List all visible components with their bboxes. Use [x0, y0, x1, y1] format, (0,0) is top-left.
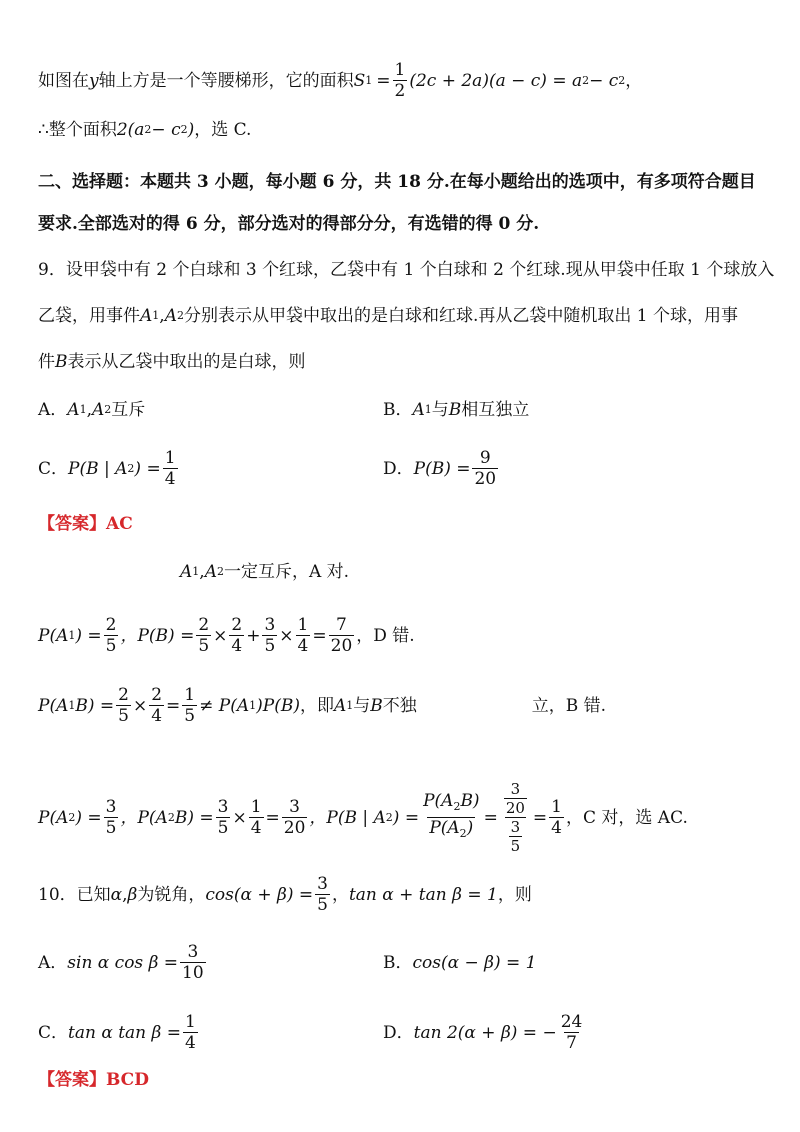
sup: 2: [582, 73, 590, 87]
expr: − c: [151, 120, 181, 140]
plus: +: [246, 625, 261, 646]
text: ，C 对，选 AC.: [565, 807, 688, 828]
option-d: [383, 448, 500, 489]
den: 2: [394, 81, 406, 101]
comma: ,: [122, 884, 128, 905]
sub: 2: [68, 810, 76, 824]
text: 如图在: [38, 70, 89, 91]
fraction: [163, 448, 178, 489]
den: 5: [217, 818, 229, 838]
expr: sin α cos β =: [67, 952, 179, 973]
fraction: [329, 615, 355, 656]
var-a: A: [333, 695, 347, 716]
q10-options-ab: [38, 942, 537, 983]
var-beta: β: [127, 884, 138, 905]
sol9-line2: [38, 615, 415, 656]
var-b: B: [370, 695, 383, 716]
var-y: y: [89, 70, 99, 91]
num: 3: [317, 874, 328, 894]
expr: ) =: [392, 807, 420, 828]
text: ，D 错.: [356, 625, 415, 646]
expr: cos(α − β) = 1: [412, 952, 537, 973]
complex-fraction: [500, 780, 531, 855]
expr: B): [460, 791, 480, 811]
sub: 1: [68, 628, 76, 642]
sub: 2: [167, 810, 175, 824]
option-d: [383, 1012, 586, 1053]
text: ，: [625, 70, 643, 91]
num: 3: [510, 780, 521, 798]
q9-line3: [38, 350, 306, 374]
fraction: [104, 797, 119, 838]
num: 7: [336, 615, 347, 635]
num: 1: [551, 797, 562, 817]
den: 5: [105, 818, 117, 838]
expr: ，P(B | A: [309, 807, 386, 828]
option-d-label: D．: [383, 458, 414, 479]
q10-options-cd: [38, 1012, 583, 1053]
expr: tan α tan β =: [68, 1022, 182, 1043]
var-b: B: [448, 400, 462, 420]
num: [500, 780, 531, 817]
expr: 2(a: [116, 120, 145, 140]
den: 4: [551, 818, 562, 838]
den: 10: [182, 963, 204, 983]
q9-line2: [38, 304, 738, 328]
den: 4: [297, 636, 309, 656]
den: 4: [185, 1033, 196, 1053]
sub: 1: [68, 698, 76, 712]
fraction: [504, 780, 527, 817]
var-alpha: α: [110, 884, 123, 905]
text: 10．已知: [38, 884, 111, 905]
sub: 2: [216, 565, 224, 578]
expr: B) =: [174, 807, 214, 828]
times: ×: [213, 625, 228, 646]
fraction: [229, 615, 244, 656]
expr: P(A: [38, 625, 69, 646]
expr: ，P(A: [120, 807, 168, 828]
num: 3: [105, 797, 117, 817]
var-a: A: [180, 562, 193, 582]
num: 1: [250, 797, 262, 817]
fraction: [262, 615, 277, 656]
num: 2: [198, 615, 210, 635]
fraction: [182, 685, 197, 726]
text: ，即: [299, 695, 334, 716]
den: 20: [330, 636, 353, 656]
num: 1: [164, 448, 176, 468]
den: 5: [118, 706, 129, 726]
num: 1: [297, 615, 309, 635]
fraction: [559, 1012, 585, 1053]
var-a: A: [67, 400, 80, 420]
q9-options-cd: [38, 448, 497, 489]
expr: ) =: [134, 458, 161, 479]
expr: ): [466, 818, 474, 838]
num: 3: [264, 615, 276, 635]
den: 20: [283, 818, 306, 838]
den: 5: [105, 636, 117, 656]
expr: P(A: [429, 818, 460, 838]
den: 5: [198, 636, 210, 656]
fraction: [183, 1012, 198, 1053]
num: 1: [394, 60, 406, 80]
num: 1: [185, 1012, 196, 1032]
option-c-label: C．: [38, 1022, 69, 1043]
option-c-label: C．: [38, 458, 69, 479]
fraction: [282, 797, 308, 838]
expr: ) =: [75, 807, 102, 828]
fraction: [549, 797, 564, 838]
equals: =: [312, 625, 327, 646]
expr: )P(B): [256, 695, 300, 716]
var-b: B: [55, 352, 68, 372]
text: 一定互斥，A 对.: [223, 562, 350, 582]
den: 4: [250, 818, 262, 838]
equals: =: [483, 807, 498, 828]
section-heading-line2: 要求.全部选对的得 6 分，部分选对的得部分分，有选错的得 0 分.: [38, 214, 540, 234]
expr: cos(α + β) =: [205, 884, 314, 905]
text: 轴上方是一个等腰梯形，它的面积: [98, 70, 354, 91]
expr: P(A: [38, 807, 69, 828]
den: [427, 817, 475, 844]
equals: =: [532, 807, 548, 828]
sub: 2: [176, 309, 184, 322]
text: 与: [353, 695, 371, 716]
q10-line1: [38, 874, 532, 915]
num: 9: [479, 448, 491, 468]
num: 2: [118, 685, 129, 705]
expr: − c: [589, 70, 619, 91]
sub: 1: [424, 403, 432, 416]
q9-answer: 【答案】AC: [38, 514, 133, 534]
den: 5: [264, 636, 276, 656]
num: 3: [217, 797, 229, 817]
text: 件: [38, 352, 55, 372]
expr: P(A: [38, 695, 69, 716]
den: 4: [231, 636, 243, 656]
times: ×: [132, 695, 148, 716]
text: ，选 C.: [194, 120, 252, 140]
subscript: 1: [365, 73, 373, 87]
option-b-label: B．: [383, 400, 413, 420]
fraction-half: [393, 60, 408, 101]
q9-line1: 9．设甲袋中有 2 个白球和 3 个红球，乙袋中有 1 个白球和 2 个红球.现从甲袋中任取 1 个球放入: [38, 260, 775, 280]
fraction: [472, 448, 498, 489]
expr: P(B) =: [413, 458, 471, 479]
sub: 1: [346, 698, 354, 712]
fraction: [296, 615, 311, 656]
sub: 2: [453, 800, 461, 813]
sol9-line1: [180, 560, 349, 584]
sub: 2: [459, 827, 467, 840]
fraction: [180, 942, 206, 983]
var-a: A: [412, 400, 425, 420]
var-s: S: [353, 70, 366, 91]
fraction: [216, 797, 231, 838]
text: 与: [431, 400, 449, 420]
total-area-line: [38, 118, 251, 142]
fraction: [116, 685, 131, 726]
times: ×: [279, 625, 294, 646]
num: 2: [151, 685, 163, 705]
text: 相互独立: [461, 400, 530, 420]
sub: 1: [79, 403, 87, 416]
var-a: A: [91, 400, 105, 420]
var-a: A: [204, 562, 217, 582]
sub: 2: [385, 810, 393, 824]
den: 20: [474, 469, 497, 489]
expr: B) =: [75, 695, 115, 716]
fraction-big: [421, 791, 481, 844]
q9-options-ab: [38, 398, 530, 422]
equals: =: [376, 70, 391, 91]
expr: (2c + 2a)(a − c) = a: [409, 70, 583, 91]
text: 整个面积: [48, 120, 117, 140]
times: ×: [232, 807, 247, 828]
q10-answer: 【答案】BCD: [38, 1070, 149, 1090]
sol9-line3: [38, 685, 606, 726]
fraction: [104, 615, 119, 656]
fraction: [149, 685, 164, 726]
text: 为锐角，: [137, 884, 206, 905]
text: 乙袋，用事件: [38, 306, 140, 326]
comma: ,: [199, 562, 205, 582]
comma: ,: [159, 306, 165, 326]
comma: ,: [86, 400, 92, 420]
sub: 2: [104, 403, 112, 416]
var-a: A: [164, 306, 177, 326]
text: ，: [331, 884, 349, 905]
var-a: A: [140, 306, 153, 326]
expr: P(B | A: [68, 458, 128, 479]
num: 2: [231, 615, 243, 635]
option-d-label: D．: [383, 1022, 414, 1043]
den: 5: [510, 837, 521, 855]
fraction: [509, 818, 523, 855]
den: 7: [566, 1033, 577, 1053]
text: ，则: [497, 884, 532, 905]
num: 2: [105, 615, 117, 635]
sub: 1: [249, 698, 257, 712]
den: 4: [151, 706, 163, 726]
option-b-label: B．: [383, 952, 413, 973]
expr: ，P(B) =: [120, 625, 195, 646]
expr: ≠ P(A: [199, 695, 250, 716]
expr: ) =: [75, 625, 102, 646]
fraction: [315, 874, 330, 915]
option-a-text: 互斥: [111, 400, 146, 420]
expr: tan α + tan β = 1: [348, 884, 498, 905]
fraction: [249, 797, 264, 838]
den: 4: [164, 469, 176, 489]
expr: P(A: [423, 791, 454, 811]
num: 3: [187, 942, 199, 962]
option-a-label: A．: [38, 952, 68, 973]
sup: 2: [144, 123, 152, 136]
equals: =: [166, 695, 181, 716]
text: 分别表示从甲袋中取出的是白球和红球.再从乙袋中随机取出 1 个球，用事: [183, 306, 738, 326]
expr: tan 2(α + β) = −: [413, 1022, 557, 1043]
sup: 2: [618, 73, 626, 87]
text: 不独: [382, 695, 417, 716]
option-b: [383, 951, 536, 975]
fraction: [196, 615, 211, 656]
sol9-line4: [38, 780, 688, 855]
equals: =: [265, 807, 280, 828]
den: 20: [505, 799, 525, 817]
trapezoid-area-line: [38, 60, 642, 101]
num: 1: [184, 685, 196, 705]
option-b: [383, 398, 529, 422]
option-a-label: A．: [38, 400, 68, 420]
num: 24: [560, 1012, 583, 1032]
text: 立，B 错.: [531, 695, 607, 716]
den: [505, 817, 527, 855]
sub: 2: [127, 461, 135, 475]
num: 3: [510, 818, 521, 836]
sub: 1: [152, 309, 160, 322]
section-heading-line1: 二、选择题：本题共 3 小题，每小题 6 分，共 18 分.在每小题给出的选项中，有多项符合题目: [38, 172, 756, 192]
num: 3: [289, 797, 300, 817]
den: 5: [184, 706, 196, 726]
sub: 1: [192, 565, 200, 578]
text: 表示从乙袋中取出的是白球，则: [67, 352, 306, 372]
sup: 2: [180, 123, 188, 136]
den: 5: [317, 895, 328, 915]
therefore-symbol: ∴: [38, 120, 49, 140]
expr: ): [187, 120, 195, 140]
num: [421, 791, 481, 817]
